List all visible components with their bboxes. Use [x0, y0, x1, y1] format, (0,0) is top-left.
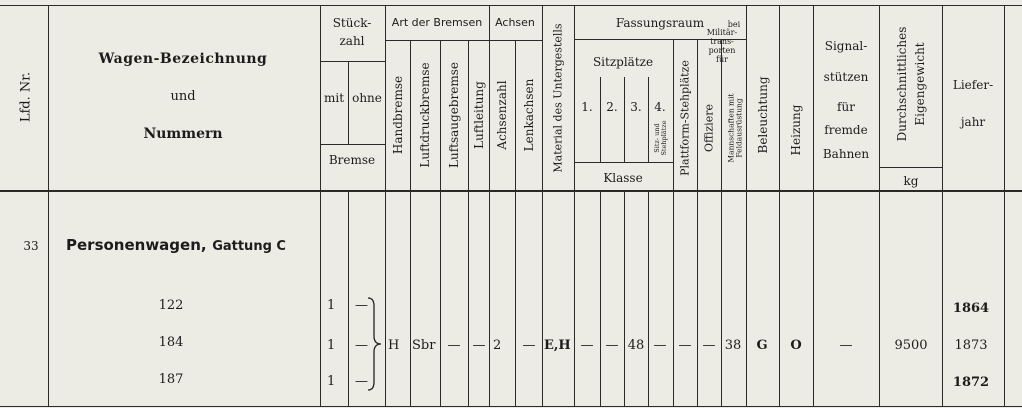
lieferjahr-row1: 1864	[952, 301, 990, 316]
header-k4-note-2: Stehplätze	[659, 120, 668, 156]
header-mannschaften-1: Mannschaften mit	[726, 93, 736, 163]
header-lieferjahr-2: jahr	[960, 115, 986, 129]
header-luftsaugebremse: Luftsaugebremse	[447, 62, 461, 168]
lieferjahr-row2: 1873	[954, 338, 988, 353]
header-luftdruckbremse: Luftdruckbremse	[418, 62, 432, 168]
header-luftleitung: Luftleitung	[472, 81, 486, 149]
count-ohne-row2: —	[355, 338, 368, 353]
luftleitung-value: —	[472, 338, 486, 353]
signal-value: —	[839, 338, 853, 353]
klasse-3-value: 48	[627, 338, 645, 353]
header-klasse-1: 1.	[581, 100, 593, 114]
header-kg: kg	[903, 174, 919, 188]
header-signal-3: für	[837, 100, 855, 114]
header-offiziere: Offiziere	[702, 104, 716, 152]
header-fassungsraum: Fassungsraum	[615, 16, 705, 30]
header-signal-1: Signal-	[824, 39, 868, 53]
header-militaer-5: für	[716, 55, 728, 64]
klasse-2-value: —	[605, 338, 619, 353]
header-mit: mit	[323, 91, 345, 105]
header-lfd-nr: Lfd. Nr.	[18, 71, 34, 123]
header-plattform-stehplaetze: Plattform-Stehplätze	[678, 60, 692, 176]
header-sitzplaetze: Sitzplätze	[592, 55, 654, 69]
header-eigengewicht-1: Durchschnittliches	[895, 26, 909, 142]
header-stueckzahl-1: Stück-	[332, 16, 372, 30]
header-lieferjahr-1: Liefer-	[952, 78, 994, 92]
header-militaer-4: porten	[708, 46, 736, 55]
header-signal-2: stützen	[823, 70, 869, 84]
header-handbremse: Handbremse	[391, 75, 405, 155]
header-mannschaften-2: Feldausrüstung	[734, 98, 744, 158]
header-wagen-bezeichnung: Wagen-Bezeichnung	[98, 51, 268, 67]
header-klasse-2: 2.	[606, 100, 618, 114]
count-mit-row1: 1	[327, 298, 336, 313]
header-klasse: Klasse	[603, 171, 643, 185]
mannschaften-value: 38	[724, 338, 742, 353]
beleuchtung-value: G	[756, 338, 768, 353]
wagon-number-122: 122	[158, 298, 184, 313]
gewicht-value: 9500	[894, 338, 928, 353]
count-mit-row3: 1	[327, 374, 336, 389]
count-ohne-row3: —	[355, 374, 368, 389]
entry-title	[66, 237, 286, 253]
header-militaer-1: bei	[727, 20, 741, 29]
header-und: und	[170, 89, 196, 104]
wagon-number-184: 184	[158, 335, 184, 350]
header-art-der-bremsen: Art der Bremsen	[391, 16, 483, 29]
header-achsen: Achsen	[495, 16, 535, 29]
header-eigengewicht-2: Eigengewicht	[913, 42, 927, 126]
material-value: E,H	[544, 338, 571, 353]
header-klasse-4: 4.	[654, 100, 666, 114]
offiziere-value: —	[702, 338, 716, 353]
header-k4-note-1: Sitz- und	[652, 123, 661, 153]
header-klasse-3: 3.	[630, 100, 642, 114]
entry-title-gattung: Gattung C	[212, 239, 286, 254]
achsenzahl-value: 2	[493, 338, 502, 353]
count-mit-row2: 1	[327, 338, 336, 353]
wagon-number-187: 187	[158, 372, 184, 387]
header-lenkachsen: Lenkachsen	[522, 78, 536, 152]
lieferjahr-row3: 1872	[952, 375, 990, 390]
header-beleuchtung: Beleuchtung	[756, 76, 770, 154]
entry-number: 33	[23, 239, 39, 253]
klasse-1-value: —	[580, 338, 594, 353]
header-nummern: Nummern	[143, 126, 223, 142]
header-signal-5: Bahnen	[822, 147, 870, 161]
header-militaer-2: Militär-	[706, 28, 738, 37]
header-signal-4: fremde	[824, 123, 868, 137]
header-material: Material des Untergestells	[551, 23, 565, 173]
entry-title-name: Personenwagen,	[66, 236, 207, 254]
header-militaer-3: trans-	[710, 37, 734, 46]
plattform-value: —	[678, 338, 692, 353]
header-ohne: ohne	[352, 91, 382, 105]
header-heizung: Heizung	[789, 104, 803, 156]
handbremse-value: H	[388, 338, 400, 353]
luftsaugebremse-value: —	[447, 338, 461, 353]
header-bremse: Bremse	[328, 153, 376, 167]
group-brace-icon	[366, 296, 384, 392]
luftdruckbremse-value: Sbr	[412, 338, 436, 353]
klasse-4-value: —	[653, 338, 667, 353]
heizung-value: O	[790, 338, 802, 353]
count-ohne-row1: —	[355, 298, 368, 313]
header-stueckzahl-2: zahl	[339, 34, 365, 48]
lenkachsen-value: —	[522, 338, 536, 353]
header-achsenzahl: Achsenzahl	[495, 80, 509, 150]
